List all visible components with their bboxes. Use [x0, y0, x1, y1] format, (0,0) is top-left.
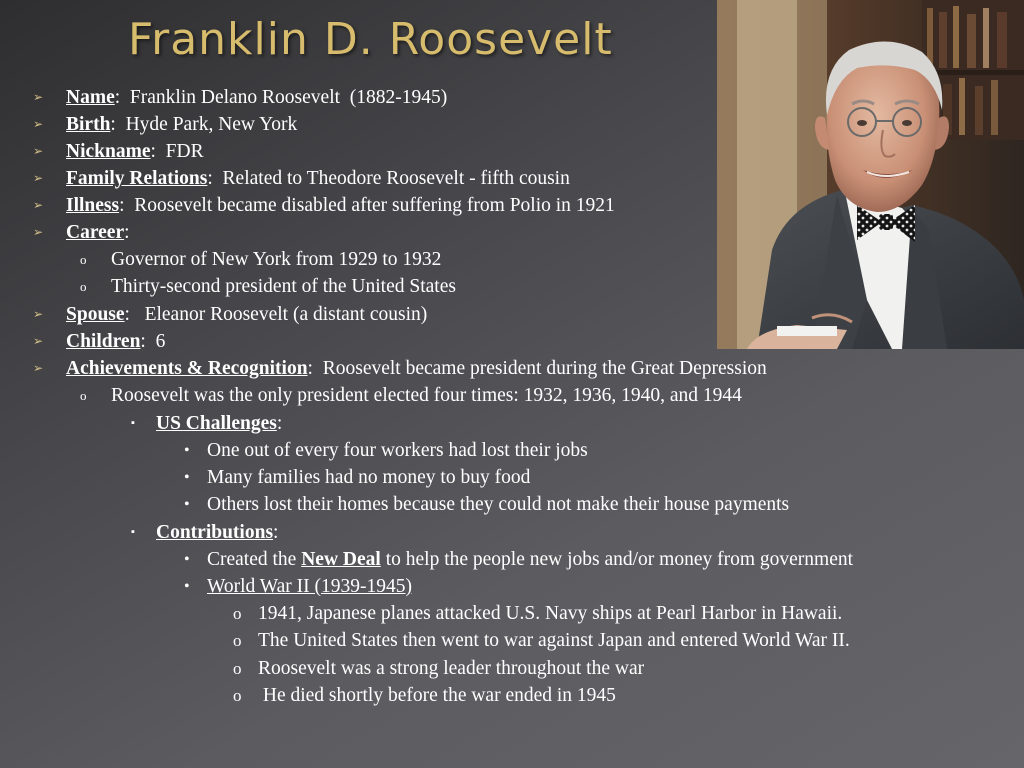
- illness-label: Illness: [66, 195, 120, 216]
- children-sep: :: [140, 331, 146, 352]
- achievements-text: Roosevelt became president during the Great Depression: [312, 358, 767, 379]
- challenge-text: Others lost their homes because they could not make their house payments: [207, 494, 790, 515]
- square-bullet-icon: ▪: [131, 526, 135, 538]
- children-text: 6: [145, 331, 166, 352]
- circle-bullet-icon: o: [233, 659, 242, 678]
- challenge-text: Many families had no money to buy food: [207, 467, 531, 488]
- arrow-bullet-icon: ➢: [33, 171, 44, 185]
- achievements-sep: :: [307, 358, 313, 379]
- spouse-label: Spouse: [66, 304, 125, 325]
- circle-bullet-icon: o: [233, 686, 242, 705]
- circle-bullet-icon: o: [233, 631, 242, 650]
- contributions-sep: :: [273, 522, 279, 543]
- career-item-text: Governor of New York from 1929 to 1932: [111, 249, 442, 270]
- nickname-label: Nickname: [66, 141, 151, 162]
- arrow-bullet-icon: ➢: [33, 225, 44, 239]
- nickname-sep: :: [150, 141, 156, 162]
- illness-text: Roosevelt became disabled after suffering from Polio in 1921: [124, 195, 615, 216]
- ww2-event-text: He died shortly before the war ended in 1945: [258, 685, 616, 706]
- dot-bullet-icon: •: [184, 442, 190, 459]
- roosevelt-portrait: [717, 0, 1024, 349]
- achievements-sub-text: Roosevelt was the only president elected four times: 1932, 1936, 1940, and 1944: [111, 385, 742, 406]
- challenges-label: US Challenges: [156, 413, 277, 434]
- children-label: Children: [66, 331, 141, 352]
- new-deal-label: New Deal: [301, 549, 381, 570]
- circle-bullet-icon: o: [80, 279, 87, 294]
- portrait-image: [717, 0, 1024, 349]
- family-sep: :: [207, 168, 213, 189]
- birth-label: Birth: [66, 114, 111, 135]
- family-text: Related to Theodore Roosevelt - fifth cousin: [212, 168, 570, 189]
- name-sep: :: [114, 87, 121, 108]
- arrow-bullet-icon: ➢: [33, 117, 44, 131]
- nickname-text: FDR: [155, 141, 204, 162]
- square-bullet-icon: ▪: [131, 417, 135, 429]
- spouse-sep: :: [124, 304, 130, 325]
- slide-title: Franklin D. Roosevelt: [128, 14, 613, 65]
- arrow-bullet-icon: ➢: [33, 361, 44, 375]
- arrow-bullet-icon: ➢: [33, 198, 44, 212]
- family-label: Family Relations: [66, 168, 208, 189]
- dot-bullet-icon: •: [184, 496, 190, 513]
- new-deal-pre: Created the: [207, 549, 302, 570]
- achievements-label: Achievements & Recognition: [66, 358, 308, 379]
- arrow-bullet-icon: ➢: [33, 144, 44, 158]
- ww2-event-text: Roosevelt was a strong leader throughout the war: [258, 658, 645, 679]
- ww2-event-text: 1941, Japanese planes attacked U.S. Navy ships at Pearl Harbor in Hawaii.: [258, 603, 843, 624]
- birth-text: Hyde Park, New York: [115, 114, 298, 135]
- arrow-bullet-icon: ➢: [33, 90, 44, 104]
- career-item-text: Thirty-second president of the United States: [111, 276, 456, 297]
- career-sep: :: [124, 222, 130, 243]
- birth-sep: :: [110, 114, 116, 135]
- name-text: Franklin Delano Roosevelt (1882-1945): [120, 87, 448, 108]
- circle-bullet-icon: o: [80, 388, 87, 403]
- contributions-label: Contributions: [156, 522, 274, 543]
- challenge-text: One out of every four workers had lost their jobs: [207, 440, 588, 461]
- ww2-heading: World War II (1939-1945): [207, 576, 412, 597]
- circle-bullet-icon: o: [80, 252, 87, 267]
- circle-bullet-icon: o: [233, 604, 242, 623]
- dot-bullet-icon: •: [184, 578, 190, 595]
- ww2-event-text: The United States then went to war against Japan and entered World War II.: [258, 630, 850, 651]
- arrow-bullet-icon: ➢: [33, 334, 44, 348]
- career-label: Career: [66, 222, 125, 243]
- challenges-sep: :: [276, 413, 283, 434]
- spouse-text: Eleanor Roosevelt (a distant cousin): [129, 304, 428, 325]
- illness-sep: :: [119, 195, 125, 216]
- name-label: Name: [66, 87, 115, 108]
- dot-bullet-icon: •: [184, 551, 190, 568]
- dot-bullet-icon: •: [184, 469, 190, 486]
- new-deal-post: to help the people new jobs and/or money from government: [380, 549, 854, 570]
- arrow-bullet-icon: ➢: [33, 307, 44, 321]
